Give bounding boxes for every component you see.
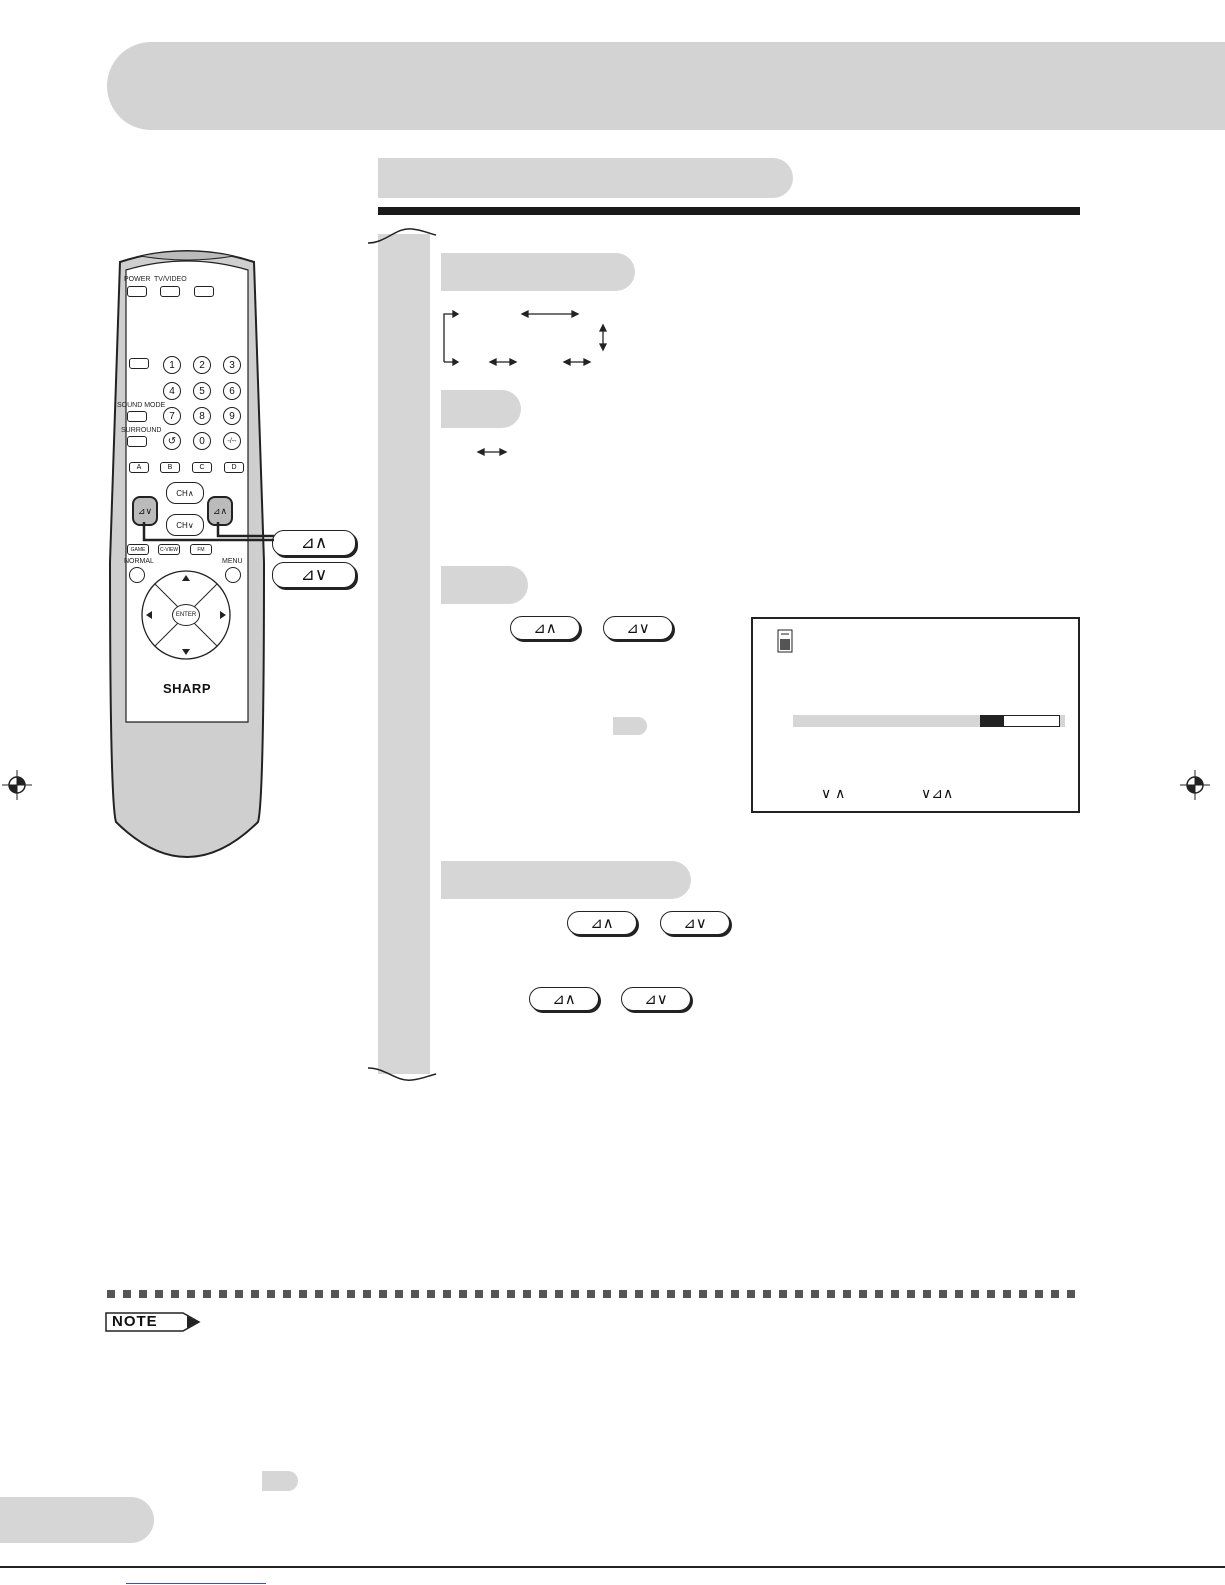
remote-key-4[interactable]: 4 [163, 382, 181, 400]
remote-color-b[interactable]: B [160, 462, 180, 473]
registration-mark-right [1180, 770, 1210, 800]
footer-link-underline[interactable] [126, 1583, 266, 1584]
remote-key-digit[interactable]: -/-- [223, 432, 241, 450]
remote-control [108, 242, 266, 874]
remote-key-8[interactable]: 8 [193, 407, 211, 425]
header-band [107, 42, 1225, 130]
step-pill-1 [441, 253, 635, 291]
remote-power-button[interactable] [127, 286, 147, 297]
strip-top-curl [366, 225, 446, 245]
sound-icon [777, 629, 793, 655]
page-ref-pill [613, 717, 647, 735]
osd-hint-channel: ∨ ∧ [821, 785, 846, 801]
remote-display-button[interactable] [194, 286, 214, 297]
osd-hint-volume: ∨⊿∧ [921, 785, 954, 801]
remote-soundmode-button[interactable] [127, 411, 147, 422]
section-rule [378, 207, 1080, 215]
step4-volume-down-button[interactable]: ⊿∨ [660, 911, 730, 935]
remote-brand-logo: SHARP [162, 681, 211, 696]
remote-game-button[interactable]: GAME [127, 544, 149, 555]
osd-screen [751, 617, 1080, 813]
step3-volume-down-button[interactable]: ⊿∨ [603, 616, 673, 640]
toggle-arrow [474, 444, 514, 460]
remote-key-flashback[interactable]: ↺ [163, 432, 181, 450]
remote-surround-button[interactable] [127, 436, 147, 447]
strip-bottom-curl [366, 1064, 446, 1084]
remote-key-3[interactable]: 3 [223, 356, 241, 374]
mode-cycle-diagram [438, 300, 618, 370]
remote-fm-button[interactable]: FM [190, 544, 212, 555]
remote-key-7[interactable]: 7 [163, 407, 181, 425]
remote-cview-button[interactable]: C-VIEW [158, 544, 180, 555]
remote-tvvideo-button[interactable] [160, 286, 180, 297]
remote-key-1[interactable]: 1 [163, 356, 181, 374]
remote-volume-up-button[interactable]: ⊿∧ [207, 496, 233, 526]
step3-volume-up-button[interactable]: ⊿∧ [510, 616, 580, 640]
remote-enter-button[interactable]: ENTER [172, 604, 200, 626]
step-pill-3 [441, 566, 528, 604]
step4b-volume-down-button[interactable]: ⊿∨ [621, 987, 691, 1011]
remote-normal-label: NORMAL [124, 558, 154, 565]
section-title-pill [378, 158, 793, 198]
remote-callout-lines [138, 522, 278, 546]
remote-key-5[interactable]: 5 [193, 382, 211, 400]
remote-soundmode-label: SOUND MODE [117, 402, 166, 409]
remote-channel-up-button[interactable]: CH∧ [166, 482, 204, 504]
remote-channel-down-button[interactable]: CH∨ [166, 514, 204, 536]
remote-tvvideo-label: TV/VIDEO [154, 276, 187, 283]
remote-surround-label: SURROUND [121, 427, 162, 434]
remote-color-a[interactable]: A [129, 462, 149, 473]
page-number-tab [0, 1497, 154, 1543]
remote-color-d[interactable]: D [224, 462, 244, 473]
footer-ref-pill [262, 1471, 298, 1491]
callout-volume-up-button[interactable]: ⊿∧ [272, 530, 356, 556]
remote-power-label: POWER [124, 276, 151, 283]
remote-key-6[interactable]: 6 [223, 382, 241, 400]
step-strip [378, 234, 430, 1074]
remote-volume-down-button[interactable]: ⊿∨ [132, 496, 158, 526]
remote-key-0[interactable]: 0 [193, 432, 211, 450]
remote-key-9[interactable]: 9 [223, 407, 241, 425]
note-separator [107, 1290, 1080, 1298]
remote-key-2[interactable]: 2 [193, 356, 211, 374]
registration-mark-left [2, 770, 32, 800]
callout-volume-down-button[interactable]: ⊿∨ [272, 562, 356, 588]
step4-volume-up-button[interactable]: ⊿∧ [567, 911, 637, 935]
bottom-rule [0, 1566, 1225, 1568]
remote-color-c[interactable]: C [192, 462, 212, 473]
remote-menu-label: MENU [222, 558, 243, 565]
remote-mute-button[interactable] [129, 358, 149, 369]
step-pill-4 [441, 861, 691, 899]
osd-level-meter [980, 715, 1060, 727]
step4b-volume-up-button[interactable]: ⊿∧ [529, 987, 599, 1011]
step-pill-2 [441, 390, 521, 428]
note-label: NOTE [112, 1313, 158, 1330]
osd-level-fill [981, 716, 1004, 726]
